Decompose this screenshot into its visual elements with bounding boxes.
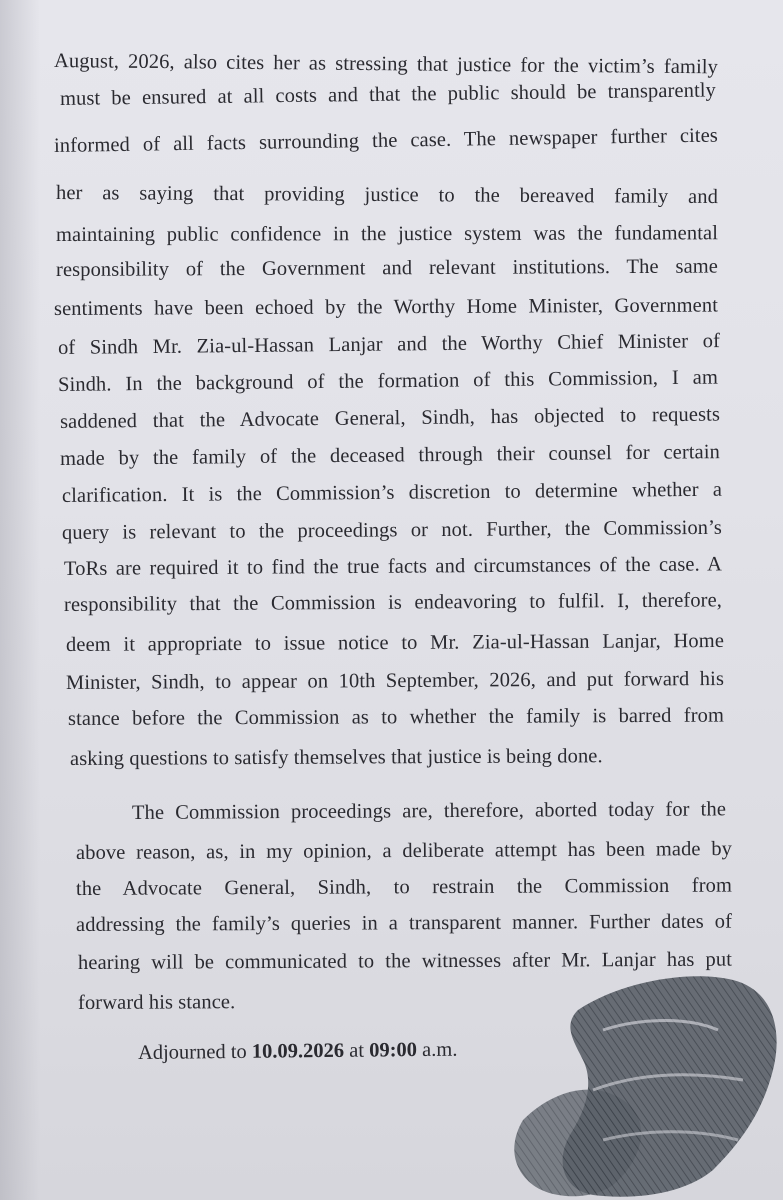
paragraph-2-line: addressing the family’s queries in a transparent manner. Further dates of xyxy=(75,910,733,936)
paragraph-2-line: above reason, as, in my opinion, a deliberate attempt has been made by xyxy=(75,837,733,864)
paragraph-2-line: forward his stance. xyxy=(77,991,236,1014)
paragraph-1-line: her as saying that providing justice to the bereaved family and xyxy=(55,182,719,209)
paragraph-1-line: sentiments have been echoed by the Worthy Home Minister, Government xyxy=(53,294,719,320)
adjournment-line xyxy=(138,1037,458,1066)
paragraph-1-line: query is relevant to the proceedings or not. Further, the Commission’s xyxy=(61,516,723,544)
paragraph-1-line: of Sindh Mr. Zia-ul-Hassan Lanjar and the Worthy Chief Minister of xyxy=(57,330,721,359)
paragraph-1-line: August, 2026, also cites her as stressing that justice for the victim’s family xyxy=(53,50,719,79)
paragraph-1-line: informed of all facts surrounding the case. The newspaper further cites xyxy=(53,124,719,157)
paragraph-1-line: asking questions to satisfy themselves that justice is being done. xyxy=(69,745,603,770)
paragraph-2-line: the Advocate General, Sindh, to restrain the Commission from xyxy=(75,874,733,900)
paragraph-2-line: The Commission proceedings are, therefore, aborted today for the xyxy=(131,798,727,824)
paragraph-1-line: ToRs are required it to find the true facts and circumstances of the case. A xyxy=(63,553,723,580)
paragraph-1-line: stance before the Commission as to whether the family is barred from xyxy=(67,704,725,730)
adjourned-time: 09:00 xyxy=(369,1039,418,1062)
adjourned-suffix: a.m. xyxy=(416,1038,458,1062)
paragraph-1-line: responsibility that the Commission is endeavoring to fulfil. I, therefore, xyxy=(63,589,723,616)
paragraph-1-line: made by the family of the deceased through their counsel for certain xyxy=(59,441,721,470)
paragraph-1-line: must be ensured at all costs and that the public should be transparently xyxy=(59,79,717,110)
paragraph-1-line: clarification. It is the Commission’s discretion to determine whether a xyxy=(61,478,723,507)
paragraph-1-line: responsibility of the Government and relevant institutions. The same xyxy=(55,255,719,281)
paragraph-2-line: hearing will be communicated to the witnesses after Mr. Lanjar has put xyxy=(77,948,733,974)
signature-redaction xyxy=(483,970,783,1200)
adjourned-prefix: Adjourned to xyxy=(137,1040,252,1064)
paragraph-1-line: Minister, Sindh, to appear on 10th September, 2026, and put forward his xyxy=(65,667,725,694)
page-shadow xyxy=(0,0,40,1200)
paragraph-1-line: deem it appropriate to issue notice to Mr. Zia-ul-Hassan Lanjar, Home xyxy=(65,629,725,656)
paragraph-1-line: Sindh. In the background of the formation of this Commission, I am xyxy=(57,366,719,396)
paragraph-1-line: maintaining public confidence in the justice system was the fundamental xyxy=(55,222,719,246)
adjourned-middle: at xyxy=(343,1039,370,1062)
paragraph-1-line: saddened that the Advocate General, Sindh, has objected to requests xyxy=(59,403,721,433)
adjourned-date: 10.09.2026 xyxy=(251,1039,345,1063)
